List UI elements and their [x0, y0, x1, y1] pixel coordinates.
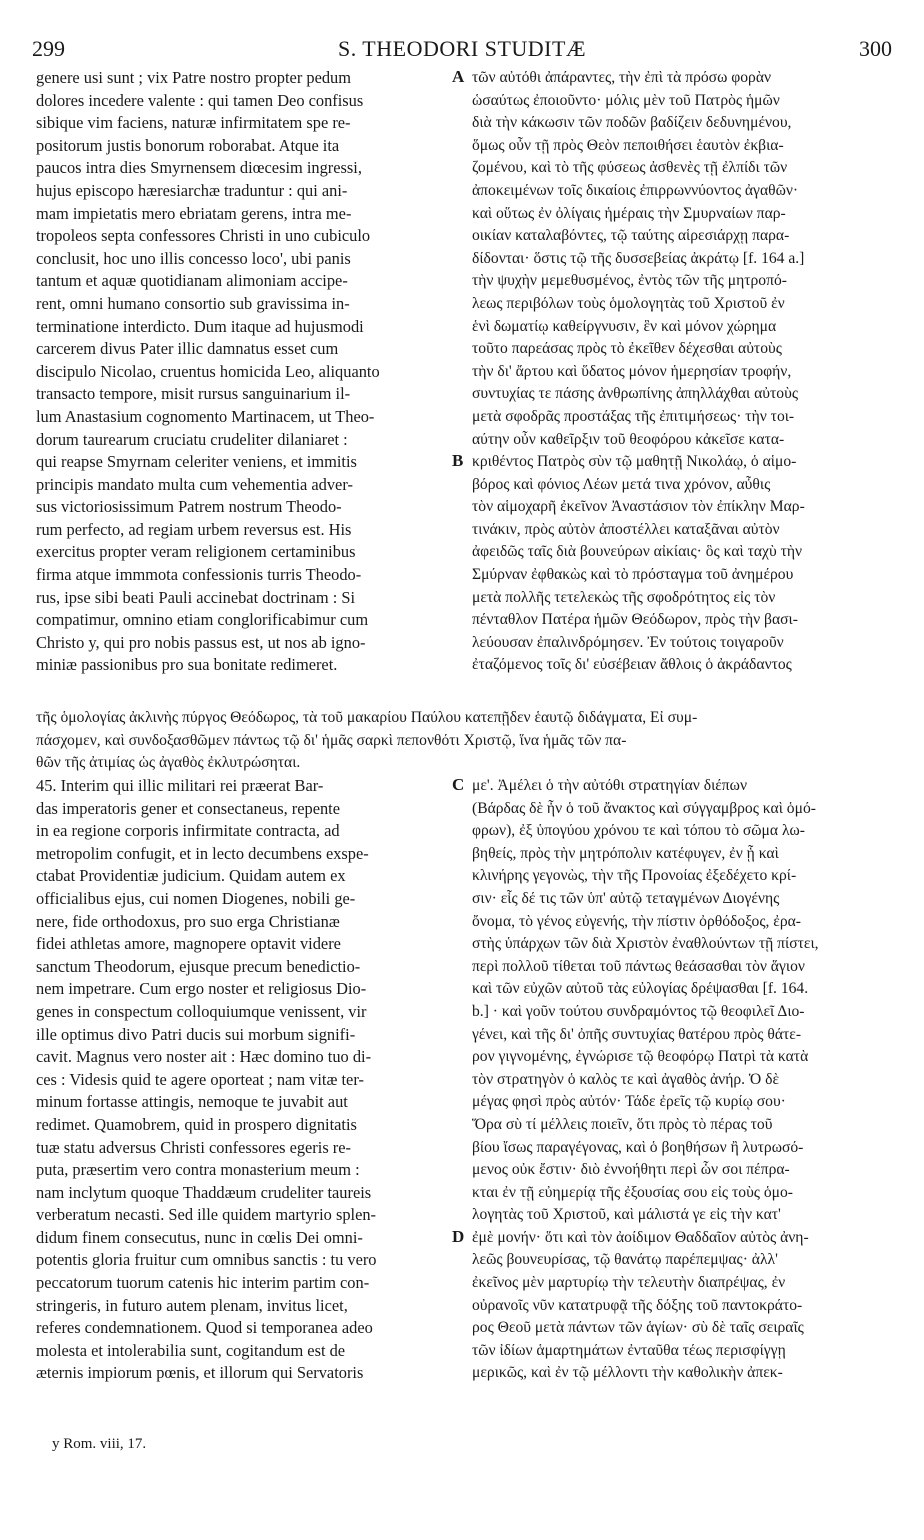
latin-column-top — [36, 67, 450, 677]
text-line: Christo y, qui pro nobis passus est, ut nos ab igno- — [36, 632, 366, 652]
text-line: tropoleos septa confessores Christi in uno cubiculo — [36, 226, 371, 246]
text-line: στὴς ὑπάρχων τῶν διὰ Χριστὸν ἐναθλούντων τῇ πίστει, — [472, 935, 819, 953]
text-line: tuæ statu adversus Christi confessores egeris re- — [36, 1137, 351, 1157]
text-line: metropolim confugit, et in lecto decumbens exspe- — [36, 843, 369, 863]
text-line: βόρος καὶ φόνιος Λέων μετά τινα χρόνον, αὖθις — [472, 475, 771, 493]
text-line: τὸν αἱμοχαρῆ ἐκεῖνον Ἀναστάσιον τὸν ἐπίκλην Μαρ- — [472, 498, 805, 516]
text-line: exercitus propter veram religionem certaminibus — [36, 542, 356, 562]
text-line: redimet. Quamobrem, quid in prospero dignitatis — [36, 1114, 357, 1134]
text-line: ces : Videsis quid te agere oporteat ; nam vitæ ter- — [36, 1069, 364, 1089]
greek-column-top — [472, 67, 892, 677]
text-line: discipulo Nicolao, cruentus homicida Leo, aliquanto — [36, 361, 380, 381]
latin-column-bottom — [36, 775, 450, 1385]
text-line: verberatum necasti. Sed ille quidem martyrio splen- — [36, 1205, 377, 1225]
text-line: sus victoriosissimum Patrem nostrum Theodo- — [36, 497, 342, 517]
text-line: κλινήρης γεγονὼς, τὴν τῆς Προνοίας ἐξεδέχετο κρί- — [472, 867, 797, 885]
text-line: sibique vim faciens, naturæ infirmitatem spe re- — [36, 113, 351, 133]
text-line: æternis impiorum pœnis, et illorum qui Servatoris — [36, 1363, 364, 1383]
text-line: cavit. Magnus vero noster ait : Hæc domino tuo di- — [36, 1047, 372, 1067]
text-line: positorum justis bonorum roborabat. Atque ita — [36, 135, 340, 155]
text-line: rus, ipse sibi beati Pauli accinebat doctrinam : Si — [36, 587, 356, 607]
text-line: δίδονται· ὅστις τῷ τῆς δυσσεβείας ἀκράτῳ [f. 164 a.] — [472, 249, 805, 267]
text-line: transacto tempore, misit rursus sanguinarium il- — [36, 384, 351, 404]
text-line: lum Anastasium cognomento Martinacem, ut Theo- — [36, 406, 375, 426]
text-line: μενος οὐκ ἔστιν· διὸ ἐννοήθητι περὶ ὧν σοι πέπρα- — [472, 1161, 790, 1179]
text-line: peccatorum tuorum catenis hic interim partim con- — [36, 1273, 370, 1293]
text-line: hujus episcopo hæresiarchæ traduntur : qui ani- — [36, 180, 348, 200]
text-line: μετὰ σφοδρᾶς προστάξας τῆς ἐπιτιμήσεως· τὴν τοι- — [472, 407, 795, 425]
text-line: τῶν αὐτόθι ἀπάραντες, τὴν ἐπὶ τὰ πρόσω φορὰν — [472, 69, 772, 86]
text-line: potentis gloria fruitur cum omnibus sanctis : tu vero — [36, 1250, 377, 1270]
section-marker-b: B — [452, 451, 464, 470]
text-line: πάσχομεν, καὶ συνδοξασθῶμεν πάντως τῷ δι' ἡμᾶς σαρκὶ πεπονθότι Χριστῷ, ἵνα ἡμᾶς τῶν πα- — [36, 731, 627, 749]
text-line: puta, præsertim vero contra monasterium meum : — [36, 1160, 360, 1180]
text-line: carcerem divus Pater illic damnatus esset cum — [36, 339, 339, 359]
text-line: ἐκεῖνος μὲν μαρτυρίῳ τὴν τελευτὴν διαπρέψας, ἐν — [472, 1274, 786, 1292]
text-line: τῶν ἰδίων ἁμαρτημάτων ἐνταῦθα τέως περισφίγγῃ — [472, 1341, 786, 1359]
text-line: αύτην οὖν καθεῖρξιν τοῦ θεοφόρου κἀκεῖσε κατα- — [472, 430, 785, 448]
text-line: nem impetrare. Cum ergo noster et religiosus Dio- — [36, 979, 367, 999]
section-marker-d: D — [452, 1227, 465, 1246]
text-line: genere usi sunt ; vix Patre nostro propter pedum — [36, 68, 351, 87]
text-line: tantum et aquæ quotidianam alimoniam accipe- — [36, 271, 348, 291]
text-line: φρων), ἐξ ὑπογύου χρόνου τε καὶ τόπου τὸ σῶμα λω- — [472, 822, 805, 840]
text-line: paucos intra dies Smyrnensem diœcesim ingressi, — [36, 158, 362, 178]
text-line: τὴν ψυχὴν μεμεθυσμένος, ἐντὸς τῶν τῆς μητροπό- — [472, 272, 787, 290]
text-line: nere, fide orthodoxus, pro suo erga Christianæ — [36, 911, 340, 931]
text-line: in ea regione corporis infirmitate contracta, ad — [36, 821, 340, 841]
text-line: τῆς ὁμολογίας ἀκλινὴς πύργος Θεόδωρος, τὰ τοῦ μακαρίου Παύλου κατεπῇδεν ἑαυτῷ διδάγματα, Εἰ συμ- — [36, 709, 698, 726]
page-number-right: 300 — [859, 36, 892, 61]
text-line: θῶν τῆς ἀτιμίας ὡς ἀγαθὸς ἐκλυτρώσηται. — [36, 754, 301, 772]
text-line: dolores incedere valente : qui tamen Deo confisus — [36, 90, 364, 110]
text-line: ρος Θεοῦ μετὰ πάντων τῶν ἁγίων· σὺ δὲ ταῖς σειραῖς — [472, 1319, 804, 1337]
text-line: Ὅρα σὺ τί μέλλεις ποιεῖν, ὅτι πρὸς τὸ πέρας τοῦ — [472, 1115, 773, 1133]
text-line: officialibus ejus, cui nomen Diogenes, nobili ge- — [36, 888, 356, 908]
footnote: y Rom. viii, 17. — [52, 1436, 147, 1452]
text-line: principis mandato multa cum vehementia adver- — [36, 474, 353, 494]
text-line: ὄνομα, τὸ γένος εὐγενής, τὴν πίστιν ὀρθόδοξος, ἐρα- — [472, 912, 801, 930]
text-line: λεως περιβόλων τοὺς ὁμολογητὰς τοῦ Χριστοῦ ἐν — [472, 294, 785, 312]
text-line: stringeris, in futuro autem plenam, invitus licet, — [36, 1295, 348, 1315]
text-line: περὶ πολλοῦ τίθεται τοῦ πάντως θεάσασθαι τὸν ἅγιον — [472, 957, 805, 975]
text-line: ζομένου, καὶ τὸ τῆς φύσεως ἀσθενὲς τῇ ἐλπίδι τῶν — [472, 159, 788, 177]
text-line: μερικῶς, καὶ ἐν τῷ μέλλοντι τὴν καθολικὴν ἀπεκ- — [472, 1364, 783, 1382]
text-line: das imperatoris gener et consectaneus, repente — [36, 798, 341, 818]
text-line: ἐταζόμενος τοῖς δι' εὐσέβειαν ἄθλοις ὁ ἀκράδαντος — [472, 656, 792, 674]
text-line: διὰ τὴν κάκωσιν τῶν ποδῶν βαδίζειν δεδυνημένου, — [472, 114, 792, 132]
text-line: fidei athletas amore, magnopere optavit videre — [36, 934, 341, 954]
text-line: ὡσαύτως ἐποιοῦντο· μόλις μὲν τοῦ Πατρὸς ἡμῶν — [472, 91, 780, 109]
text-line: καὶ τῶν εὐχῶν αὐτοῦ τὰς εὐλογίας δρέψασθαι [f. 164. — [472, 980, 809, 998]
text-line: b.] · καὶ γοῦν τούτου συνδραμόντος τῷ θεοφιλεῖ Διο- — [472, 1002, 805, 1020]
text-line: didum finem consecutus, nunc in cœlis Dei omni- — [36, 1227, 363, 1247]
text-line: qui reapse Smyrnam celeriter veniens, et immitis — [36, 452, 357, 472]
running-header — [32, 36, 892, 64]
text-line: οὐρανοῖς νῦν κατατρυφᾷ τῆς δόξης τοῦ παντοκράτο- — [472, 1296, 803, 1314]
text-line: βηθείς, πρὸς τὴν μητρόπολιν κατέφυγεν, ἐν ᾗ καὶ — [472, 844, 779, 862]
text-line: μέγας φησὶ πρὸς αὐτόν· Τάδε ἐρεῖς τῷ κυρίῳ σου· — [472, 1093, 786, 1111]
text-line: ἀφειδῶς ταῖς διὰ βουνεύρων αἰκίαις· ὃς καὶ ταχὺ τὴν — [472, 543, 803, 561]
greek-full-width-lines — [36, 707, 896, 775]
text-line: sanctum Theodorum, ejusque precum benedictio- — [36, 956, 361, 976]
text-line: ἀποκειμένων τοῖς δικαίοις ἐπιρρωννύοντος ἀγαθῶν· — [472, 181, 799, 199]
text-line: με'. Ἀμέλει ὁ τὴν αὐτόθι στρατηγίαν διέπων — [472, 777, 747, 794]
text-line: conclusit, hoc uno illis concesso loco', ubi panis — [36, 248, 351, 268]
text-line: λεύουσαν ἐπαλινδρόμησεν. Ἐν τούτοις τοιγαροῦν — [472, 633, 784, 651]
text-line: τὸν στρατηγὸν ὁ καλὸς τε καὶ ἀγαθὸς ἀνήρ. Ὁ δὲ — [472, 1070, 780, 1088]
text-line: compatimur, omnino etiam conglorificabimur cum — [36, 610, 369, 630]
text-line: terminatione interdicto. Dum itaque ad hujusmodi — [36, 316, 364, 336]
text-line: nam inclytum quoque Thaddæum crudeliter taureis — [36, 1182, 372, 1202]
text-line: firma atque immmota confessionis turris Theodo- — [36, 565, 362, 585]
running-title: S. THEODORI STUDITÆ — [337, 36, 587, 61]
text-line: (Βάρδας δὲ ἦν ὁ τοῦ ἄνακτος καὶ σύγγαμβρος καὶ ὁμό- — [472, 799, 816, 817]
text-line: τοῦτο παρεάσας πρὸς τὸ ἐκεῖθεν δέχεσθαι αὐτοὺς — [472, 340, 782, 358]
text-line: miniæ passionibus pro sua bonitate redimeret. — [36, 655, 338, 675]
text-line: τινάκιν, πρὸς αὐτὸν ἀποστέλλει καταξᾶναι αὐτὸν — [472, 520, 780, 538]
text-line: τὴν δι' ἄρτου καὶ ὕδατος μόνον ἡμερησίαν τροφήν, — [472, 362, 792, 380]
section-marker-c: C — [452, 775, 465, 794]
text-line: genes in conspectum colloquiumque venissent, vir — [36, 1001, 367, 1021]
text-line: dorum taurearum cruciatu crudeliter dilaniaret : — [36, 429, 348, 449]
text-line: καὶ οὕτως ἐν ὀλίγαις ἡμέραις τὴν Σμυρναίων παρ- — [472, 204, 786, 222]
text-line: ἑνὶ δωματίῳ καθείργνυσιν, ἓν καὶ μόνον χώρημα — [472, 317, 777, 335]
text-line: συντυχίας τε πάσης ἀνθρωπίνης ἀπηλλάχθαι αὐτοὺς — [472, 385, 798, 403]
text-line: minum fortasse attingis, nemoque te juvabit aut — [36, 1092, 348, 1112]
text-line: σιν· εἷς δέ τις τῶν ὑπ' αὐτῷ τεταγμένων Διογένης — [472, 889, 780, 907]
greek-column-bottom — [472, 775, 892, 1385]
text-line: mam impietatis mero ebriatam gerens, intra me- — [36, 203, 352, 223]
text-line: λογητὰς τοῦ Χριστοῦ, καὶ μάλιστά γε εἰς τὴν κατ' — [472, 1206, 781, 1224]
text-line: rum perfecto, ad regiam urbem reversus est. His — [36, 519, 352, 539]
text-line: molesta et intolerabilia sunt, cogitandum est de — [36, 1340, 346, 1360]
text-line: referes condemnationem. Quod si temporanea adeo — [36, 1318, 373, 1338]
text-line: κται ἐν τῇ εὐημερίᾳ τῆς ἐξουσίας σου εἰς τοὺς ὁμο- — [472, 1183, 794, 1201]
text-line: ρον γιγνομένης, ἐγνώρισε τῷ θεοφόρῳ Πατρὶ τὰ κατὰ — [472, 1048, 809, 1066]
text-line: οικίαν καταλαβόντες, τῷ ταύτης αἱρεσιάρχῃ παρα- — [472, 227, 790, 245]
text-line: βίου ἴσως παραγέγονας, καὶ ὁ βοηθήσων ἢ λυτρωσό- — [472, 1138, 804, 1156]
text-line: ille optimus divo Patri ducis sui morbum signifi- — [36, 1024, 356, 1044]
text-line: λεῶς βουνευρίσας, τῷ θανάτῳ παρέπεμψας· ἀλλ' — [472, 1251, 778, 1269]
text-line: ctabat Providentiæ judicium. Quidam autem ex — [36, 866, 346, 886]
text-line: 45. Interim qui illic militari rei præerat Bar- — [36, 776, 324, 795]
text-line: rent, omni humano consortio sub gravissima in- — [36, 293, 350, 313]
page-number-left: 299 — [32, 36, 65, 61]
text-line: πένταθλον Πατέρα ἡμῶν Θεόδωρον, πρὸς τὴν βασι- — [472, 611, 798, 629]
text-line: ἐμὲ μονήν· ὅτι καὶ τὸν ἀοίδιμον Θαδδαῖον αὐτὸς ἀνη- — [472, 1228, 809, 1246]
section-marker-a: A — [452, 67, 465, 86]
text-line: γένει, καὶ τῆς δι' ὀπῆς συντυχίας θατέρου πρὸς θάτε- — [472, 1025, 802, 1043]
text-line: κριθέντος Πατρὸς σὺν τῷ μαθητῇ Νικολάῳ, ὁ αἱμο- — [472, 453, 797, 471]
text-line: ὅμως οὖν τῇ πρὸς Θεὸν πεποιθήσει ἑαυτὸν ἐκβια- — [472, 136, 784, 154]
text-line: μετὰ πολλῆς τετελεκὼς τῆς σφοδρότητος εἰς τὸν — [472, 588, 776, 606]
text-line: Σμύρναν ἐφθακὼς καὶ τὸ πρόσταγμα τοῦ ἀνημέρου — [472, 566, 794, 584]
